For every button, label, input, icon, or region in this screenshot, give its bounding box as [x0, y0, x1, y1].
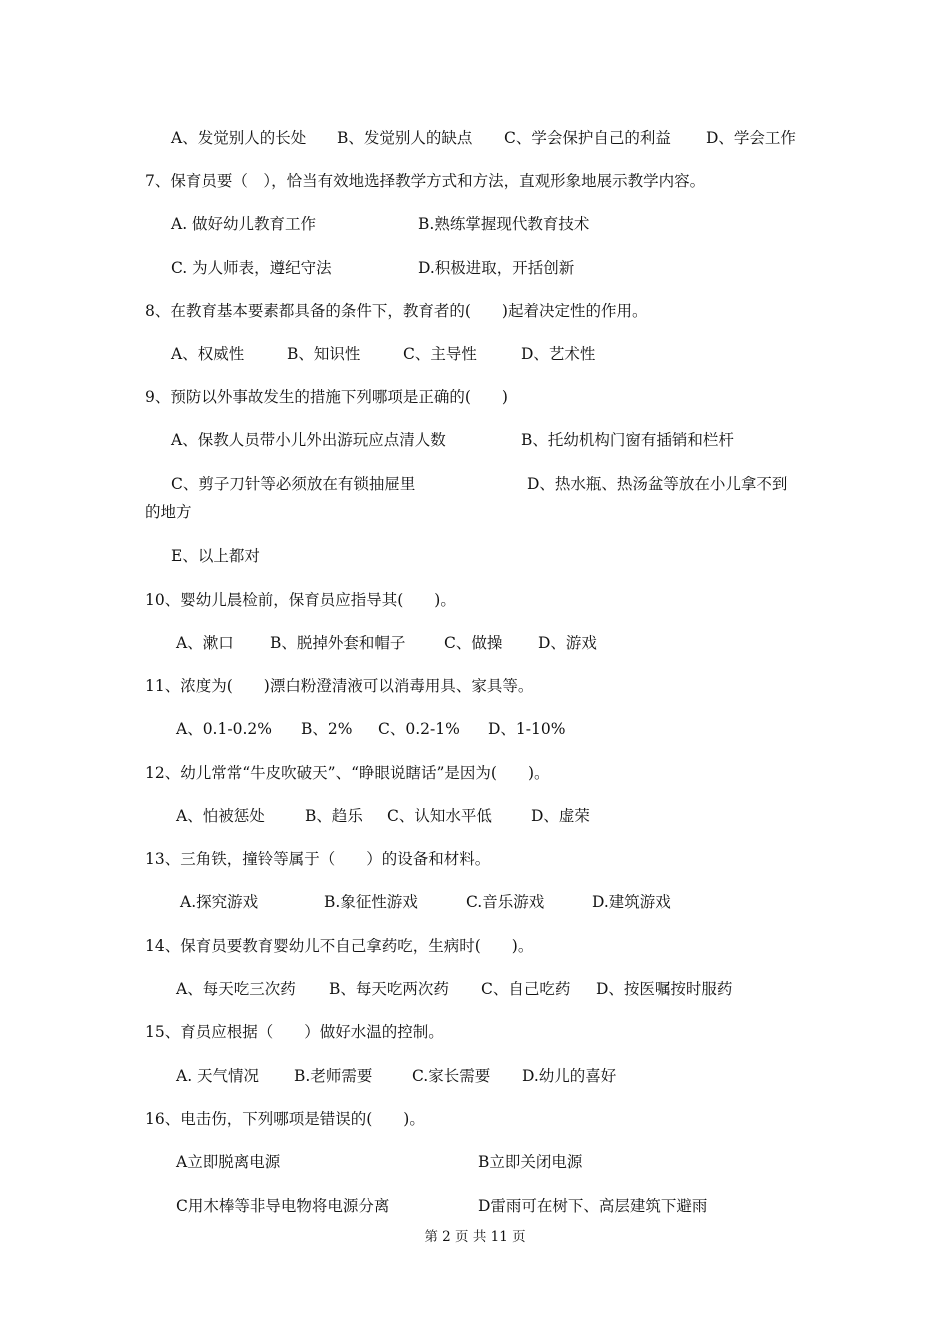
q13-option-a: A.探究游戏: [180, 893, 259, 911]
q11-option-d: D、1-10%: [488, 720, 566, 738]
q15-option-c: C.家长需要: [412, 1067, 491, 1085]
q13-option-b: B.象征性游戏: [324, 893, 418, 911]
q12-stem: 12、幼儿常常“牛皮吹破天”、“睁眼说瞎话”是因为( )。: [145, 764, 550, 782]
q9-stem: 9、预防以外事故发生的措施下列哪项是正确的( ): [145, 388, 508, 406]
q10-option-c: C、做操: [444, 634, 503, 652]
q8-option-b: B、知识性: [287, 345, 361, 363]
q11-option-a: A、0.1-0.2%: [176, 720, 272, 738]
q13-stem: 13、三角铁，撞铃等属于（ ）的设备和材料。: [145, 850, 491, 868]
q10-option-d: D、游戏: [538, 634, 597, 652]
q13-option-c: C.音乐游戏: [466, 893, 545, 911]
q11-option-c: C、0.2-1%: [378, 720, 460, 738]
page-footer: 第 2 页 共 11 页: [424, 1229, 526, 1245]
q7-option-c: C. 为人师表，遵纪守法: [171, 259, 332, 277]
q11-stem: 11、浓度为( )漂白粉澄清液可以消毒用具、家具等。: [145, 677, 534, 695]
q6-option-b: B、发觉别人的缺点: [337, 129, 473, 147]
q14-option-a: A、每天吃三次药: [176, 980, 296, 998]
q9-option-d: D、热水瓶、热汤盆等放在小儿拿不到: [527, 475, 788, 493]
q7-stem: 7、保育员要（ ），恰当有效地选择教学方式和方法，直观形象地展示教学内容。: [145, 172, 706, 190]
q14-stem: 14、保育员要教育婴幼儿不自己拿药吃，生病时( )。: [145, 937, 534, 955]
q10-stem: 10、婴幼儿晨检前，保育员应指导其( )。: [145, 591, 456, 609]
q10-option-b: B、脱掉外套和帽子: [270, 634, 406, 652]
q8-option-a: A、权威性: [171, 345, 245, 363]
q8-stem: 8、在教育基本要素都具备的条件下，教育者的( )起着决定性的作用。: [145, 302, 648, 320]
q16-option-c: C用木棒等非导电物将电源分离: [176, 1197, 390, 1215]
q16-option-a: A立即脱离电源: [176, 1153, 281, 1171]
q12-option-b: B、趋乐: [305, 807, 363, 825]
q9-option-d-wrap: 的地方: [145, 503, 192, 521]
q8-option-c: C、主导性: [403, 345, 477, 363]
q6-option-c: C、学会保护自己的利益: [504, 129, 671, 147]
q9-option-a: A、保教人员带小儿外出游玩应点清人数: [171, 431, 446, 449]
q12-option-c: C、认知水平低: [387, 807, 492, 825]
q7-option-d: D.积极进取，开括创新: [418, 259, 575, 277]
q15-option-a: A. 天气情况: [176, 1067, 260, 1085]
q6-option-a: A、发觉别人的长处: [171, 129, 307, 147]
q9-option-b: B、托幼机构门窗有插销和栏杆: [521, 431, 734, 449]
q8-option-d: D、艺术性: [521, 345, 596, 363]
q9-option-e: E、以上都对: [171, 547, 260, 565]
q14-option-c: C、自己吃药: [481, 980, 571, 998]
q7-option-a: A. 做好幼儿教育工作: [171, 215, 317, 233]
q15-stem: 15、育员应根据（ ）做好水温的控制。: [145, 1023, 444, 1041]
q12-option-d: D、虚荣: [531, 807, 590, 825]
q13-option-d: D.建筑游戏: [592, 893, 671, 911]
q15-option-d: D.幼儿的喜好: [522, 1067, 617, 1085]
q12-option-a: A、怕被惩处: [176, 807, 265, 825]
q10-option-a: A、漱口: [176, 634, 234, 652]
q11-option-b: B、2%: [301, 720, 353, 738]
q7-option-b: B.熟练掌握现代教育技术: [418, 215, 590, 233]
q14-option-d: D、按医嘱按时服药: [596, 980, 733, 998]
q15-option-b: B.老师需要: [294, 1067, 373, 1085]
q16-option-d: D雷雨可在树下、高层建筑下避雨: [478, 1197, 708, 1215]
q14-option-b: B、每天吃两次药: [329, 980, 449, 998]
q6-option-d: D、学会工作: [706, 129, 796, 147]
q16-option-b: B立即关闭电源: [478, 1153, 583, 1171]
q9-option-c: C、剪子刀针等必须放在有锁抽屉里: [171, 475, 416, 493]
q16-stem: 16、电击伤，下列哪项是错误的( )。: [145, 1110, 425, 1128]
